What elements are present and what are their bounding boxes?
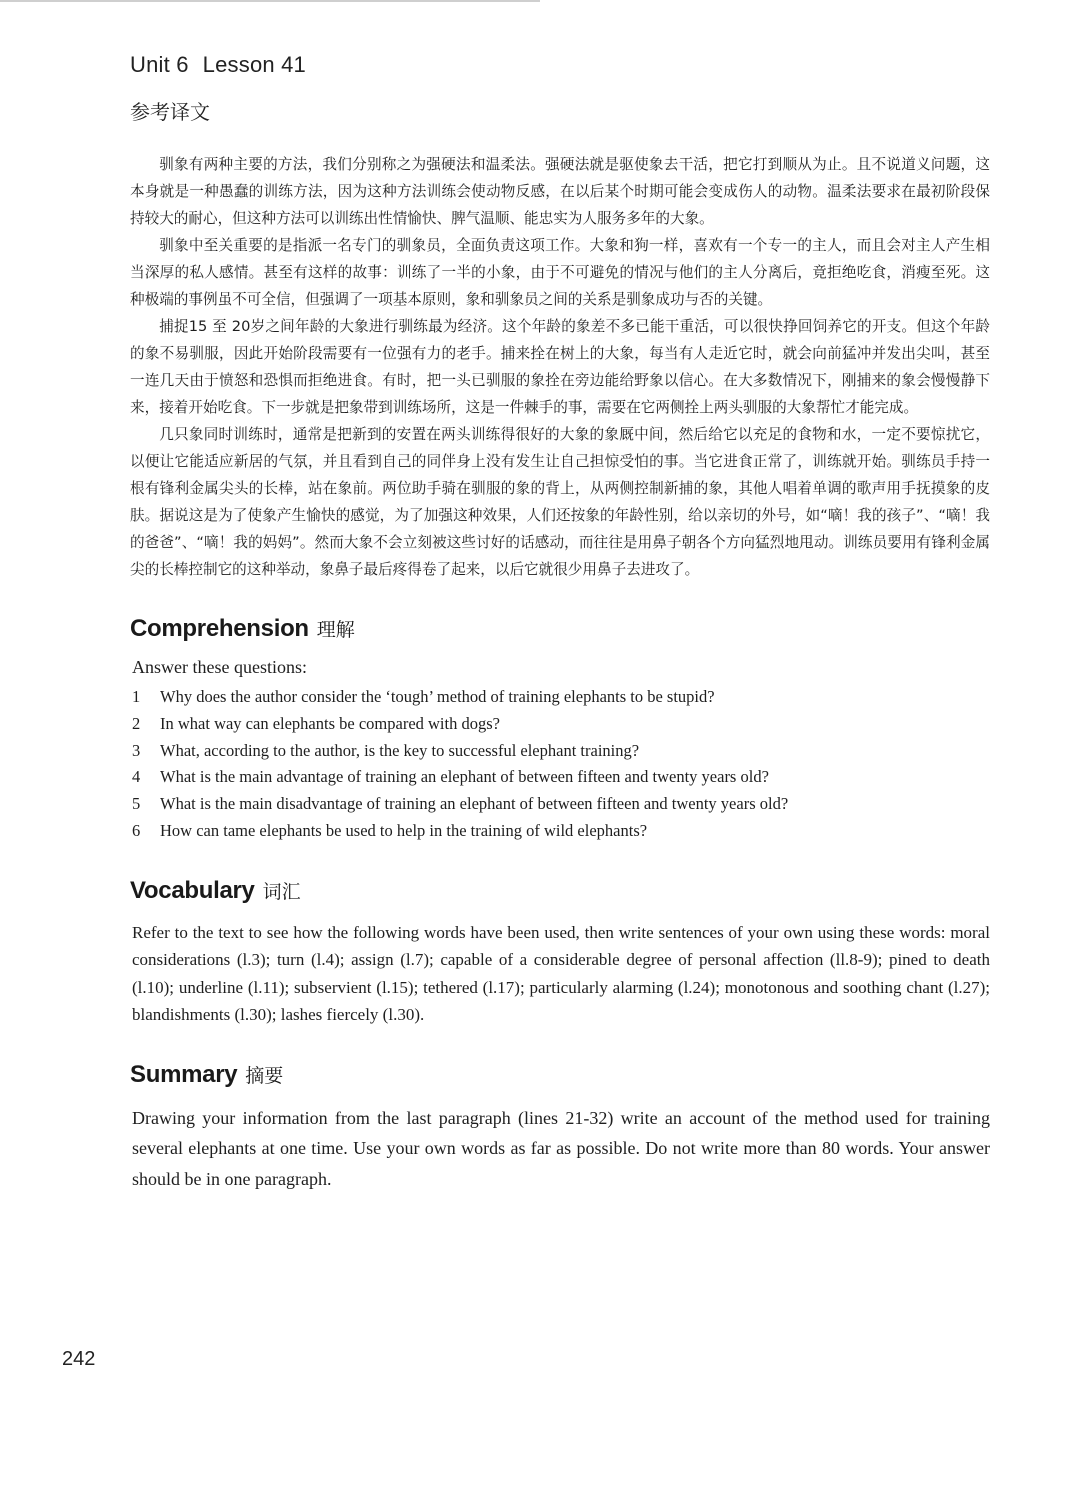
question-item	[132, 711, 990, 738]
top-rule	[0, 0, 540, 2]
vocabulary-title	[130, 877, 990, 905]
comprehension-title-cn: 理解	[316, 619, 355, 641]
lesson-label: Lesson 41	[202, 52, 306, 77]
vocabulary-section	[130, 877, 990, 1029]
vocabulary-text: Refer to the text to see how the following words have been used, then write sentences of your own using these words: moral considerations (l.3); turn (l.4); assign (l.7); capable of a considerable degree of personal affection (ll.8-9); pined to death (l.10); underline (l.11); subservient (l.15); tethered (l.17); particularly alarming (l.24); monotonous and soothing chant (l.27); blandishments (l.30); lashes fiercely (l.30).	[132, 922, 990, 1025]
question-number: 4	[132, 767, 141, 787]
translation-section	[130, 151, 990, 583]
question-text: What is the main disadvantage of training an elephant of between fifteen and twenty years old?	[160, 794, 789, 814]
question-item	[132, 764, 990, 791]
question-number: 6	[132, 820, 141, 840]
summary-text: Drawing your information from the last paragraph (lines 21-32) write an account of the method used for training several elephants at one time. Use your own words as far as possible. Do not write more than 80 words. Your answer should be in one paragraph.	[132, 1107, 990, 1189]
question-list	[130, 684, 990, 845]
translation-paragraph: 捕捉15 至 20岁之间年龄的大象进行驯练最为经济。这个年龄的象差不多已能干重活，可以很快挣回饲养它的开支。但这个年龄的象不易驯服，因此开始阶段需要有一位强有力的老手。捕来拴在树上的大象，每当有人走近它时，就会向前猛冲并发出尖叫，甚至一连几天由于愤怒和恐惧而拒绝进食。有时，把一头已驯服的象拴在旁边能给野象以信心。在大多数情况下，刚捕来的象会慢慢静下来，接着开始吃食。下一步就是把象带到训练场所，这是一件棘手的事，需要在它两侧拴上两头驯服的大象帮忙才能完成。	[130, 318, 990, 416]
summary-section	[130, 1061, 990, 1195]
summary-title-en: Summary	[130, 1060, 238, 1088]
question-item	[132, 818, 990, 845]
question-item	[132, 684, 990, 711]
question-text: What is the main advantage of training an elephant of between fifteen and twenty years old?	[160, 767, 769, 787]
question-text: In what way can elephants be compared with dogs?	[160, 713, 500, 733]
unit-lesson-header	[130, 52, 990, 78]
comprehension-title-en: Comprehension	[130, 615, 309, 642]
comprehension-section	[130, 615, 990, 845]
vocabulary-title-cn: 词汇	[262, 880, 301, 903]
translation-paragraph: 驯象有两种主要的方法，我们分别称之为强硬法和温柔法。强硬法就是驱使象去干活，把它打到顺从为止。且不说道义问题，这本身就是一种愚蠢的训练方法，因为这种方法训练会使动物反感，在以后某个时期可能会变成伤人的动物。温柔法要求在最初阶段保持较大的耐心，但这种方法可以训练出性情愉快、脾气温顺、能忠实为人服务多年的大象。	[130, 156, 990, 227]
unit-label: Unit 6	[130, 52, 189, 77]
question-number: 1	[132, 687, 141, 706]
question-text: What, according to the author, is the key to successful elephant training?	[160, 740, 640, 760]
question-number: 3	[132, 740, 141, 760]
translation-paragraph: 驯象中至关重要的是指派一名专门的驯象员，全面负责这项工作。大象和狗一样，喜欢有一个专一的主人，而且会对主人产生相当深厚的私人感情。甚至有这样的故事：训练了一半的小象，由于不可避免的情况与他们的主人分离后，竟拒绝吃食，消瘦至死。这种极端的事例虽不可全信，但强调了一项基本原则，象和驯象员之间的关系是驯象成功与否的关键。	[130, 237, 990, 308]
question-text: Why does the author consider the ‘tough’ method of training elephants to be stupid?	[160, 687, 715, 706]
question-number: 5	[132, 794, 141, 814]
vocabulary-title-en: Vocabulary	[130, 876, 255, 904]
summary-title-cn: 摘要	[245, 1064, 284, 1087]
question-item	[132, 791, 990, 818]
translation-heading: 参考译文	[130, 100, 210, 124]
translation-paragraph: 几只象同时训练时，通常是把新到的安置在两头训练得很好的大象的象厩中间，然后给它以充足的食物和水，一定不要惊扰它，以便让它能适应新居的气氛，并且看到自己的同伴身上没有发生让自己担惊受怕的事。当它进食正常了，训练就开始。驯练员手持一根有锋利金属尖头的长棒，站在象前。两位助手骑在驯服的象的背上，从两侧控制新捕的象，其他人唱着单调的歌声用手抚摸象的皮肤。据说这是为了使象产生愉快的感觉，为了加强这种效果，人们还按象的年龄性别，给以亲切的外号，如“嘀！我的孩子”、“嘀！我的爸爸”、“嘀！我的妈妈”。然而大象不会立刻被这些讨好的话感动，而往往是用鼻子朝各个方向猛烈地甩动。训练员要用有锋利金属尖的长棒控制它的这种举动，象鼻子最后疼得卷了起来，以后它就很少用鼻子去进攻了。	[130, 426, 990, 578]
summary-title	[130, 1061, 990, 1089]
question-text: How can tame elephants be used to help in the training of wild elephants?	[160, 820, 648, 840]
question-item	[132, 738, 990, 765]
question-number: 2	[132, 713, 141, 733]
comprehension-intro: Answer these questions:	[132, 657, 307, 677]
page-content	[130, 52, 990, 1194]
comprehension-title	[130, 615, 990, 643]
page-number: 242	[62, 1348, 96, 1370]
